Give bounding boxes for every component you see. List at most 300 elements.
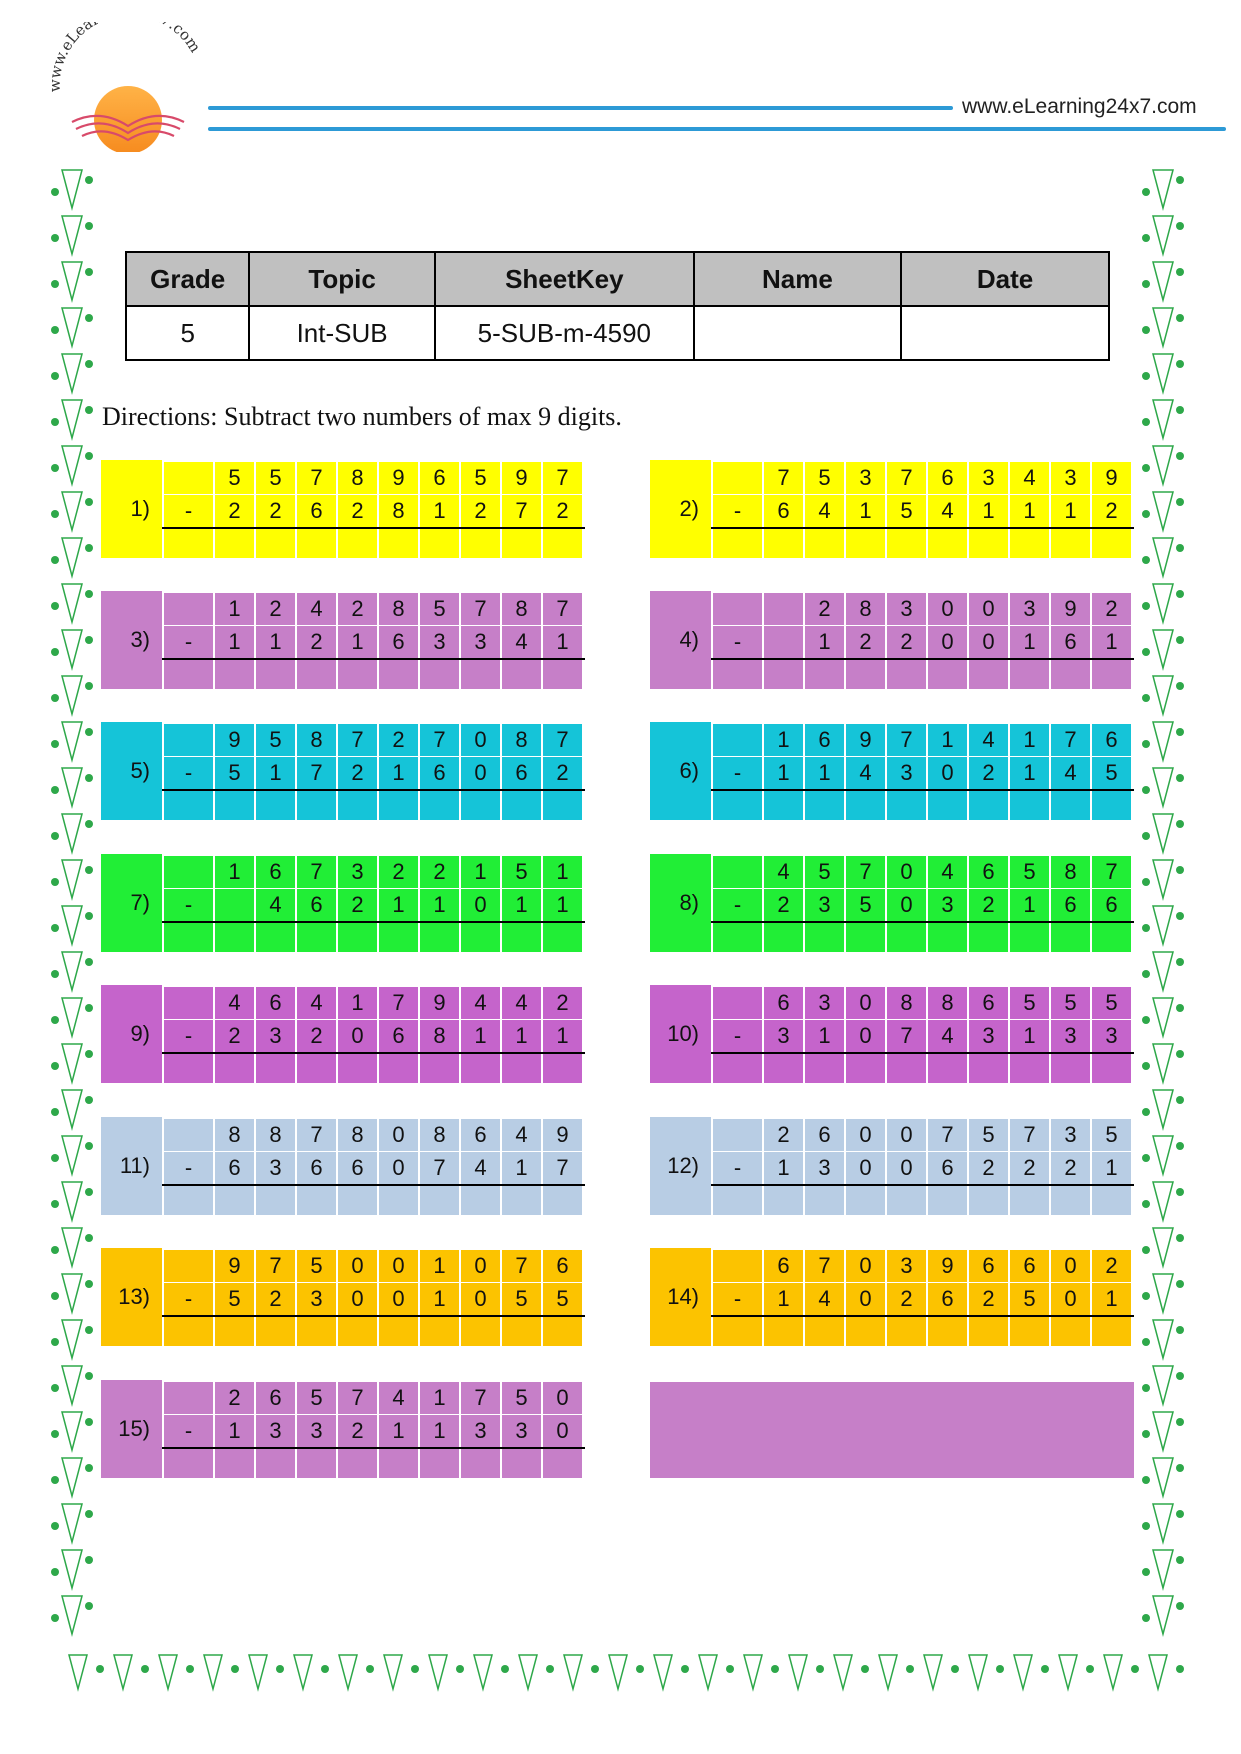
answer-cell[interactable]	[295, 1449, 336, 1478]
digit-cell: 2	[1090, 593, 1131, 625]
date-field[interactable]	[901, 306, 1109, 360]
answer-cell[interactable]	[336, 1186, 377, 1215]
border-triangle-icon	[1153, 1366, 1173, 1404]
answer-cell[interactable]	[500, 1317, 541, 1346]
border-triangle-icon	[62, 1366, 82, 1404]
sign-cell	[711, 923, 762, 952]
answer-cell[interactable]	[1049, 791, 1090, 820]
answer-row[interactable]	[162, 660, 585, 689]
answer-cell[interactable]	[295, 529, 336, 558]
border-triangle-icon	[609, 1655, 627, 1689]
border-triangle-icon	[1153, 1044, 1173, 1082]
answer-cell[interactable]	[254, 1317, 295, 1346]
digit-cell: 3	[254, 1415, 295, 1447]
digit-cell: 8	[336, 1119, 377, 1151]
border-dot-icon	[1142, 418, 1150, 426]
digit-cell: 5	[541, 1283, 582, 1315]
border-dot-icon	[1142, 280, 1150, 288]
answer-cell[interactable]	[803, 660, 844, 689]
answer-cell[interactable]	[377, 791, 418, 820]
border-triangle-icon	[1149, 1655, 1167, 1689]
answer-cell[interactable]	[295, 660, 336, 689]
answer-cell[interactable]	[295, 1054, 336, 1083]
digit-cell: 1	[1008, 889, 1049, 921]
answer-row[interactable]	[162, 1054, 585, 1083]
answer-cell[interactable]	[541, 529, 582, 558]
answer-cell[interactable]	[418, 660, 459, 689]
answer-cell[interactable]	[213, 1054, 254, 1083]
digit-cell: 8	[844, 593, 885, 625]
digit-cell: 2	[459, 495, 500, 527]
answer-row[interactable]	[711, 1317, 1134, 1346]
answer-cell[interactable]	[1090, 1054, 1131, 1083]
answer-cell[interactable]	[541, 660, 582, 689]
answer-cell[interactable]	[1008, 529, 1049, 558]
border-triangle-icon	[1153, 262, 1173, 300]
answer-cell[interactable]	[762, 1054, 803, 1083]
border-triangle-icon	[62, 1136, 82, 1174]
answer-cell[interactable]	[1008, 1186, 1049, 1215]
answer-cell[interactable]	[377, 1317, 418, 1346]
border-triangle-icon	[62, 1412, 82, 1450]
answer-cell[interactable]	[336, 1054, 377, 1083]
answer-cell[interactable]	[377, 1054, 418, 1083]
answer-cell[interactable]	[500, 529, 541, 558]
border-dot-icon	[1142, 1154, 1150, 1162]
answer-cell[interactable]	[500, 660, 541, 689]
answer-cell[interactable]	[885, 923, 926, 952]
border-dot-icon	[1176, 1372, 1184, 1380]
answer-cell[interactable]	[418, 529, 459, 558]
border-triangle-icon	[62, 400, 82, 438]
border-dot-icon	[51, 648, 59, 656]
answer-row[interactable]	[711, 791, 1134, 820]
digit-cell: 1	[1090, 1283, 1131, 1315]
border-triangle-icon	[294, 1655, 312, 1689]
answer-cell[interactable]	[803, 791, 844, 820]
answer-cell[interactable]	[803, 1054, 844, 1083]
digit-grid	[162, 985, 585, 1083]
answer-cell[interactable]	[1090, 529, 1131, 558]
minuend-row	[162, 593, 585, 625]
border-dot-icon	[51, 1016, 59, 1024]
answer-cell[interactable]	[885, 1317, 926, 1346]
answer-row[interactable]	[162, 1449, 585, 1478]
border-dot-icon	[276, 1665, 284, 1673]
answer-cell[interactable]	[803, 923, 844, 952]
digit-cell: 8	[500, 593, 541, 625]
answer-cell[interactable]	[295, 1186, 336, 1215]
digit-cell: 4	[459, 987, 500, 1019]
border-triangle-icon	[924, 1655, 942, 1689]
problem-label: 12)	[650, 1117, 711, 1215]
border-triangle-icon	[62, 538, 82, 576]
digit-cell: 7	[541, 724, 582, 756]
digit-cell: 0	[541, 1415, 582, 1447]
problem-label: 7)	[101, 854, 162, 952]
answer-cell[interactable]	[459, 923, 500, 952]
site-logo[interactable]	[42, 22, 212, 152]
digit-cell: 0	[885, 856, 926, 888]
answer-cell[interactable]	[1008, 791, 1049, 820]
answer-cell[interactable]	[762, 1317, 803, 1346]
answer-cell[interactable]	[1049, 1317, 1090, 1346]
problem-label: 3)	[101, 591, 162, 689]
digit-cell: 2	[336, 757, 377, 789]
answer-cell[interactable]	[885, 791, 926, 820]
answer-cell[interactable]	[541, 1054, 582, 1083]
answer-cell[interactable]	[844, 660, 885, 689]
border-dot-icon	[1142, 694, 1150, 702]
border-triangle-icon	[564, 1655, 582, 1689]
digit-cell: 0	[459, 1283, 500, 1315]
border-dot-icon	[85, 1142, 93, 1150]
digit-cell: 2	[885, 1283, 926, 1315]
border-dot-icon	[186, 1665, 194, 1673]
digit-cell: 3	[803, 1152, 844, 1184]
site-url[interactable]: www.eLearning24x7.com	[962, 95, 1197, 118]
answer-cell[interactable]	[377, 660, 418, 689]
border-triangle-icon	[1153, 1274, 1173, 1312]
answer-cell[interactable]	[762, 923, 803, 952]
answer-cell[interactable]	[254, 1186, 295, 1215]
answer-cell[interactable]	[213, 1317, 254, 1346]
answer-cell[interactable]	[254, 660, 295, 689]
border-dot-icon	[1176, 544, 1184, 552]
answer-row[interactable]	[162, 923, 585, 952]
answer-cell[interactable]	[336, 1449, 377, 1478]
answer-cell[interactable]	[541, 791, 582, 820]
digit-cell: 4	[500, 987, 541, 1019]
problem-2	[650, 460, 1134, 558]
answer-cell[interactable]	[500, 1186, 541, 1215]
answer-row[interactable]	[711, 529, 1134, 558]
answer-cell[interactable]	[295, 1317, 336, 1346]
border-dot-icon	[1142, 1476, 1150, 1484]
border-triangle-icon	[62, 1228, 82, 1266]
border-triangle-icon	[62, 584, 82, 622]
answer-cell[interactable]	[926, 1054, 967, 1083]
minuend-row	[162, 462, 585, 494]
answer-cell[interactable]	[1008, 923, 1049, 952]
digit-cell: 1	[500, 889, 541, 921]
answer-cell[interactable]	[762, 529, 803, 558]
sign-cell	[711, 987, 762, 1019]
answer-cell[interactable]	[377, 923, 418, 952]
border-dot-icon	[51, 464, 59, 472]
border-dot-icon	[85, 498, 93, 506]
minus-sign: -	[711, 495, 762, 527]
digit-cell: 7	[295, 1119, 336, 1151]
digit-cell: 1	[1008, 1020, 1049, 1052]
answer-cell[interactable]	[336, 791, 377, 820]
answer-cell[interactable]	[762, 660, 803, 689]
border-triangle-icon	[62, 1596, 82, 1634]
answer-cell[interactable]	[885, 660, 926, 689]
header-name: Name	[694, 252, 901, 306]
answer-cell[interactable]	[926, 923, 967, 952]
border-triangle-icon	[62, 170, 82, 208]
problem-label: 1)	[101, 460, 162, 558]
answer-cell[interactable]	[213, 529, 254, 558]
sun-icon	[94, 86, 162, 152]
answer-cell[interactable]	[926, 791, 967, 820]
answer-cell[interactable]	[213, 660, 254, 689]
answer-cell[interactable]	[885, 1186, 926, 1215]
answer-cell[interactable]	[418, 1186, 459, 1215]
digit-cell: 5	[418, 593, 459, 625]
problem-label: 2)	[650, 460, 711, 558]
minus-sign: -	[162, 1283, 213, 1315]
digit-cell: 3	[844, 462, 885, 494]
border-dot-icon	[51, 970, 59, 978]
digit-cell: 6	[926, 462, 967, 494]
answer-row[interactable]	[162, 529, 585, 558]
answer-cell[interactable]	[500, 791, 541, 820]
digit-cell: 1	[377, 1415, 418, 1447]
border-triangle-icon	[879, 1655, 897, 1689]
answer-cell[interactable]	[336, 1317, 377, 1346]
answer-cell[interactable]	[500, 1054, 541, 1083]
answer-cell[interactable]	[500, 923, 541, 952]
digit-cell: 1	[762, 724, 803, 756]
answer-cell[interactable]	[541, 1317, 582, 1346]
answer-cell[interactable]	[1090, 1317, 1131, 1346]
answer-cell[interactable]	[844, 1317, 885, 1346]
answer-cell[interactable]	[541, 1186, 582, 1215]
answer-cell[interactable]	[1008, 1054, 1049, 1083]
answer-row[interactable]	[711, 1054, 1134, 1083]
border-dot-icon	[681, 1665, 689, 1673]
answer-cell[interactable]	[254, 1054, 295, 1083]
border-triangle-icon	[62, 1274, 82, 1312]
answer-cell[interactable]	[295, 791, 336, 820]
digit-cell	[762, 593, 803, 625]
border-dot-icon	[1142, 464, 1150, 472]
answer-cell[interactable]	[254, 529, 295, 558]
answer-cell[interactable]	[926, 660, 967, 689]
answer-cell[interactable]	[967, 1186, 1008, 1215]
answer-cell[interactable]	[885, 1054, 926, 1083]
digit-cell: 5	[295, 1382, 336, 1414]
subtrahend-row	[162, 889, 585, 923]
border-triangle-icon	[249, 1655, 267, 1689]
border-triangle-icon	[1153, 1550, 1173, 1588]
answer-cell[interactable]	[844, 529, 885, 558]
digit-cell: 6	[926, 1283, 967, 1315]
answer-cell[interactable]	[254, 1449, 295, 1478]
answer-cell[interactable]	[1090, 923, 1131, 952]
answer-cell[interactable]	[500, 1449, 541, 1478]
answer-cell[interactable]	[213, 791, 254, 820]
answer-row[interactable]	[162, 1186, 585, 1215]
border-dot-icon	[1176, 452, 1184, 460]
answer-cell[interactable]	[803, 1186, 844, 1215]
answer-cell[interactable]	[967, 1317, 1008, 1346]
answer-row[interactable]	[162, 791, 585, 820]
border-dot-icon	[1142, 786, 1150, 794]
answer-cell[interactable]	[459, 1054, 500, 1083]
answer-cell[interactable]	[336, 923, 377, 952]
answer-cell[interactable]	[885, 529, 926, 558]
border-triangle-icon	[1153, 1596, 1173, 1634]
sign-cell	[711, 791, 762, 820]
digit-grid	[711, 1117, 1134, 1215]
border-dot-icon	[1176, 1665, 1184, 1673]
border-dot-icon	[1176, 1234, 1184, 1242]
answer-cell[interactable]	[967, 791, 1008, 820]
answer-cell[interactable]	[213, 1449, 254, 1478]
digit-cell: 2	[213, 1020, 254, 1052]
digit-cell: 0	[885, 1152, 926, 1184]
digit-cell: 7	[295, 856, 336, 888]
border-dot-icon	[51, 1614, 59, 1622]
name-field[interactable]	[694, 306, 901, 360]
answer-row[interactable]	[162, 1317, 585, 1346]
answer-cell[interactable]	[213, 923, 254, 952]
border-dot-icon	[85, 1326, 93, 1334]
answer-cell[interactable]	[967, 660, 1008, 689]
digit-cell: 2	[295, 1020, 336, 1052]
border-dot-icon	[996, 1665, 1004, 1673]
digit-cell: 7	[295, 462, 336, 494]
digit-cell: 9	[377, 462, 418, 494]
answer-cell[interactable]	[418, 1317, 459, 1346]
border-triangle-icon	[62, 492, 82, 530]
border-dot-icon	[85, 1556, 93, 1564]
answer-cell[interactable]	[967, 529, 1008, 558]
answer-cell[interactable]	[377, 529, 418, 558]
answer-cell[interactable]	[1008, 660, 1049, 689]
digit-cell: 9	[500, 462, 541, 494]
subtrahend-row	[711, 1020, 1134, 1054]
border-dot-icon	[51, 510, 59, 518]
answer-cell[interactable]	[926, 1186, 967, 1215]
answer-cell[interactable]	[459, 1317, 500, 1346]
answer-cell[interactable]	[926, 529, 967, 558]
digit-cell: 1	[377, 757, 418, 789]
border-dot-icon	[51, 602, 59, 610]
answer-cell[interactable]	[377, 1186, 418, 1215]
digit-cell: 0	[1049, 1283, 1090, 1315]
answer-cell[interactable]	[762, 791, 803, 820]
sign-cell	[162, 1382, 213, 1414]
border-dot-icon	[1142, 556, 1150, 564]
value-sheetkey: 5-SUB-m-4590	[435, 306, 694, 360]
header-grade: Grade	[126, 252, 249, 306]
answer-cell[interactable]	[967, 923, 1008, 952]
answer-cell[interactable]	[844, 923, 885, 952]
answer-cell[interactable]	[1090, 791, 1131, 820]
border-triangle-icon	[1153, 1504, 1173, 1542]
border-triangle-icon	[1153, 446, 1173, 484]
answer-cell[interactable]	[377, 1449, 418, 1478]
answer-row[interactable]	[711, 923, 1134, 952]
border-triangle-icon	[159, 1655, 177, 1689]
answer-cell[interactable]	[844, 791, 885, 820]
answer-cell[interactable]	[762, 1186, 803, 1215]
subtrahend-row	[162, 1415, 585, 1449]
digit-cell: 1	[1049, 495, 1090, 527]
digit-cell: 3	[1049, 1020, 1090, 1052]
answer-cell[interactable]	[459, 1449, 500, 1478]
answer-cell[interactable]	[213, 1186, 254, 1215]
answer-cell[interactable]	[1049, 529, 1090, 558]
minuend-row	[162, 1119, 585, 1151]
border-dot-icon	[1176, 1096, 1184, 1104]
answer-cell[interactable]	[418, 923, 459, 952]
digit-cell: 2	[1008, 1152, 1049, 1184]
digit-cell: 1	[803, 626, 844, 658]
answer-cell[interactable]	[541, 923, 582, 952]
border-dot-icon	[1142, 326, 1150, 334]
answer-cell[interactable]	[1090, 660, 1131, 689]
answer-cell[interactable]	[541, 1449, 582, 1478]
digit-cell: 2	[213, 495, 254, 527]
digit-cell: 6	[967, 1250, 1008, 1282]
border-triangle-icon	[654, 1655, 672, 1689]
answer-cell[interactable]	[803, 529, 844, 558]
digit-cell: 2	[967, 889, 1008, 921]
digit-cell: 7	[459, 593, 500, 625]
answer-cell[interactable]	[1008, 1317, 1049, 1346]
border-triangle-icon	[62, 1550, 82, 1588]
sign-cell	[711, 724, 762, 756]
answer-cell[interactable]	[459, 791, 500, 820]
border-dot-icon	[85, 774, 93, 782]
answer-cell[interactable]	[967, 1054, 1008, 1083]
border-triangle-icon	[1153, 1090, 1173, 1128]
problem-6	[650, 722, 1134, 820]
digit-cell: 6	[803, 1119, 844, 1151]
answer-cell[interactable]	[1090, 1186, 1131, 1215]
answer-cell[interactable]	[459, 529, 500, 558]
problem-label: 4)	[650, 591, 711, 689]
answer-cell[interactable]	[254, 923, 295, 952]
subtrahend-row	[162, 1152, 585, 1186]
digit-cell: 5	[885, 495, 926, 527]
answer-cell[interactable]	[1049, 660, 1090, 689]
answer-cell[interactable]	[295, 923, 336, 952]
answer-cell[interactable]	[844, 1054, 885, 1083]
answer-row[interactable]	[711, 660, 1134, 689]
answer-cell[interactable]	[1049, 1186, 1090, 1215]
digit-cell: 1	[541, 1020, 582, 1052]
digit-cell: 8	[418, 1119, 459, 1151]
digit-cell: 0	[336, 1250, 377, 1282]
digit-cell: 5	[1090, 757, 1131, 789]
answer-cell[interactable]	[1049, 923, 1090, 952]
answer-cell[interactable]	[926, 1317, 967, 1346]
border-triangle-icon	[789, 1655, 807, 1689]
answer-cell[interactable]	[418, 1449, 459, 1478]
answer-cell[interactable]	[1049, 1054, 1090, 1083]
answer-cell[interactable]	[844, 1186, 885, 1215]
answer-row[interactable]	[711, 1186, 1134, 1215]
answer-cell[interactable]	[418, 791, 459, 820]
digit-cell: 4	[500, 626, 541, 658]
answer-cell[interactable]	[336, 529, 377, 558]
answer-cell[interactable]	[254, 791, 295, 820]
border-dot-icon	[85, 1602, 93, 1610]
answer-cell[interactable]	[459, 1186, 500, 1215]
answer-cell[interactable]	[418, 1054, 459, 1083]
answer-cell[interactable]	[459, 660, 500, 689]
answer-cell[interactable]	[336, 660, 377, 689]
digit-cell: 1	[1090, 626, 1131, 658]
answer-cell[interactable]	[803, 1317, 844, 1346]
border-triangle-icon	[62, 860, 82, 898]
